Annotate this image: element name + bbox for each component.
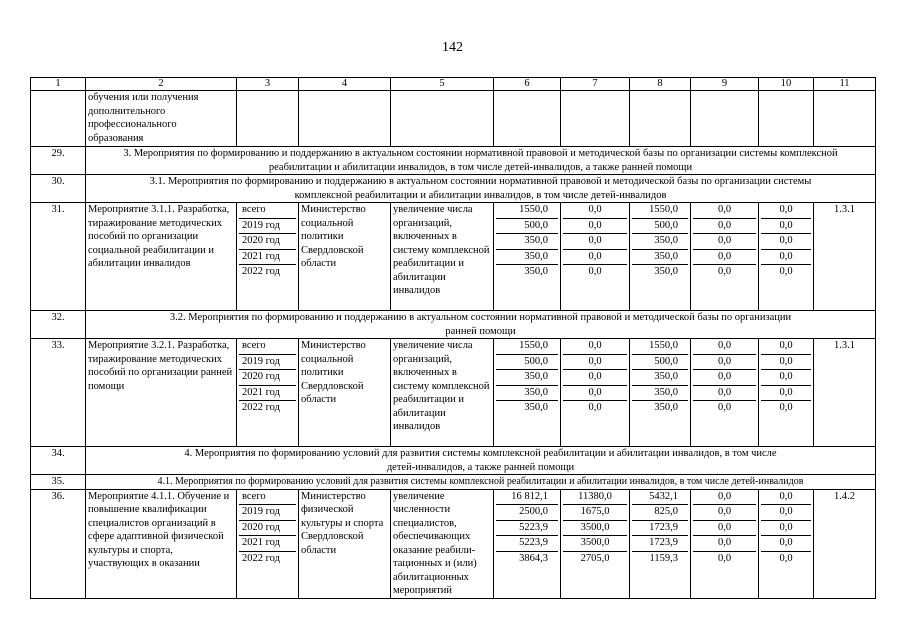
years-cell (237, 339, 299, 447)
section-row (31, 175, 876, 203)
amount-value: 350,0 (496, 250, 558, 266)
year-label: 2019 год (239, 505, 296, 521)
section-title: 4. Мероприятия по формированию условий для развития системы комплексной реабилитации и абилитации инвалидов, в том числе детей-инвалидов, а также ранней помощи (86, 447, 876, 475)
amount-value: 0,0 (761, 490, 811, 506)
amount-value: 3500,0 (563, 536, 627, 552)
amount-value: 1723,9 (632, 521, 688, 537)
amount-value: 1159,3 (649, 552, 678, 564)
amount-value: 0,0 (717, 552, 732, 564)
amount-value: 0,0 (563, 370, 627, 386)
section-row (31, 475, 876, 490)
header-row (31, 78, 876, 91)
amount-cell (494, 489, 561, 598)
measure-row (31, 339, 876, 447)
amount-value: 350,0 (654, 266, 678, 277)
amount-value: 0,0 (693, 234, 756, 250)
amount-cell (561, 339, 630, 447)
measure-row (31, 489, 876, 598)
amount-value: 0,0 (761, 536, 811, 552)
amount-value: 3500,0 (563, 521, 627, 537)
section-row (31, 447, 876, 475)
year-label: 2019 год (239, 355, 296, 371)
amount-cell (494, 203, 561, 311)
target-code: 1.4.2 (814, 489, 876, 598)
amount-value: 1550,0 (496, 203, 558, 219)
measure-name: обучения или получения дополнительного профессионального образования (86, 91, 237, 147)
amount-value: 350,0 (496, 234, 558, 250)
amount-value: 0,0 (693, 386, 756, 402)
amount-value: 350,0 (632, 386, 688, 402)
row-number: 36. (31, 489, 86, 598)
amount-cell (759, 203, 814, 311)
amount-value: 0,0 (693, 505, 756, 521)
amount-cell (494, 339, 561, 447)
amount-value: 1675,0 (563, 505, 627, 521)
year-label: 2021 год (239, 386, 296, 402)
program-table (30, 77, 876, 599)
amount-value: 0,0 (761, 386, 811, 402)
header-cell: 10 (759, 78, 814, 91)
amount-value: 0,0 (693, 355, 756, 371)
amount-value: 0,0 (563, 386, 627, 402)
year-label: 2020 год (239, 521, 296, 537)
amount-value: 0,0 (761, 370, 811, 386)
amount-value: 3864,3 (519, 552, 548, 564)
amount-value: 500,0 (632, 219, 688, 235)
amount-value: 350,0 (524, 266, 548, 277)
header-cell: 11 (814, 78, 876, 91)
year-label: 2019 год (239, 219, 296, 235)
amount-value: 1550,0 (496, 339, 558, 355)
amount-value: 0,0 (761, 203, 811, 219)
years-cell (237, 203, 299, 311)
amount-value: 350,0 (632, 234, 688, 250)
row-number: 34. (31, 447, 86, 475)
header-cell: 7 (561, 78, 630, 91)
year-label: 2022 год (242, 266, 280, 277)
year-label: 2021 год (239, 536, 296, 552)
header-cell: 4 (299, 78, 391, 91)
amount-value: 0,0 (761, 234, 811, 250)
amount-value: 1550,0 (632, 339, 688, 355)
year-label: 2022 год (242, 402, 280, 413)
executor: Министерство социальной политики Свердловской области (299, 339, 391, 447)
section-row (31, 311, 876, 339)
amount-value: 0,0 (693, 490, 756, 506)
amount-cell (630, 339, 691, 447)
amount-value: 500,0 (496, 219, 558, 235)
amount-value: 0,0 (588, 402, 602, 413)
year-label: 2020 год (239, 234, 296, 250)
amount-value: 0,0 (588, 266, 602, 277)
amount-cell (691, 339, 759, 447)
page-number: 142 (442, 40, 463, 55)
amount-value: 0,0 (563, 355, 627, 371)
indicator: увеличение числа организаций, включенных в систему комплексной реабилитации и абилитации инвалидов (391, 339, 494, 447)
amount-cell (691, 203, 759, 311)
header-cell: 5 (391, 78, 494, 91)
year-label: всего (239, 339, 296, 355)
amount-value: 0,0 (779, 552, 793, 564)
indicator: увеличение числа организаций, включенных в систему комплексной реабилитации и абилитации инвалидов (391, 203, 494, 311)
amount-value: 0,0 (761, 219, 811, 235)
header-cell: 2 (86, 78, 237, 91)
amount-value: 5223,9 (496, 521, 558, 537)
amount-value: 825,0 (632, 505, 688, 521)
header-cell: 8 (630, 78, 691, 91)
year-label: 2021 год (239, 250, 296, 266)
row-number: 32. (31, 311, 86, 339)
amount-value: 350,0 (654, 402, 678, 413)
amount-value: 0,0 (693, 521, 756, 537)
row-number: 31. (31, 203, 86, 311)
year-label: всего (239, 490, 296, 506)
section-title: 3.2. Мероприятия по формированию и поддержанию в актуальном состоянии нормативной правовой и методической базы по организации ранней помощи (86, 311, 876, 339)
amount-value: 350,0 (524, 402, 548, 413)
amount-cell (561, 489, 630, 598)
amount-value: 0,0 (717, 402, 732, 413)
years-cell (237, 489, 299, 598)
amount-value: 0,0 (779, 402, 793, 413)
indicator: увеличение численности специалистов, обеспечивающих оказание реабили-тационных и (или) абилитационных мероприятий (391, 489, 494, 598)
amount-value: 350,0 (632, 250, 688, 266)
amount-value: 0,0 (693, 536, 756, 552)
header-cell: 9 (691, 78, 759, 91)
executor: Министерство социальной политики Свердловской области (299, 203, 391, 311)
amount-value: 0,0 (779, 266, 793, 277)
section-title: 4.1. Мероприятия по формированию условий для развития системы комплексной реабилитации и абилитации инвалидов, в том числе детей-инвалидов (86, 475, 876, 490)
row-number: 35. (31, 475, 86, 490)
amount-value: 1550,0 (632, 203, 688, 219)
row-number: 33. (31, 339, 86, 447)
amount-value: 0,0 (563, 234, 627, 250)
amount-value: 2705,0 (580, 552, 610, 564)
amount-value: 0,0 (563, 203, 627, 219)
amount-value: 0,0 (693, 250, 756, 266)
amount-value: 0,0 (563, 219, 627, 235)
amount-value: 0,0 (693, 370, 756, 386)
section-title: 3.1. Мероприятия по формированию и поддержанию в актуальном состоянии нормативной правовой и методической базы по организации системы комплексной реабилитации и абилитации инвалидов, в том числе детей-инвалидов (86, 175, 876, 203)
amount-value: 0,0 (761, 355, 811, 371)
year-label: всего (239, 203, 296, 219)
amount-value: 0,0 (563, 250, 627, 266)
section-title: 3. Мероприятия по формированию и поддержанию в актуальном состоянии нормативной правовой и методической базы по организации системы комплексной реабилитации и абилитации инвалидов, в том числе детей-инвалидов, а также ранней помощи (86, 147, 876, 175)
amount-value: 0,0 (693, 203, 756, 219)
amount-value: 0,0 (693, 339, 756, 355)
amount-value: 16 812,1 (496, 490, 558, 506)
amount-value: 0,0 (717, 266, 732, 277)
year-label: 2020 год (239, 370, 296, 386)
header-cell: 3 (237, 78, 299, 91)
measure-row (31, 203, 876, 311)
amount-value: 0,0 (761, 505, 811, 521)
target-code: 1.3.1 (814, 203, 876, 311)
amount-value: 5223,9 (496, 536, 558, 552)
measure-name: Мероприятие 4.1.1. Обучение и повышение квалификации специалистов организаций в сфере адаптивной физической культуры и спорта, участвующих в оказании (86, 489, 237, 598)
section-row (31, 147, 876, 175)
header-cell: 6 (494, 78, 561, 91)
amount-value: 0,0 (693, 219, 756, 235)
executor: Министерство физической культуры и спорта Свердловской области (299, 489, 391, 598)
amount-cell (630, 203, 691, 311)
amount-value: 350,0 (632, 370, 688, 386)
target-code: 1.3.1 (814, 339, 876, 447)
amount-value: 11380,0 (563, 490, 627, 506)
row-number: 29. (31, 147, 86, 175)
amount-cell (561, 203, 630, 311)
amount-cell (630, 489, 691, 598)
amount-value: 0,0 (563, 339, 627, 355)
measure-name: Мероприятие 3.2.1. Разработка, тиражирование методических пособий по организации ранней помощи (86, 339, 237, 447)
amount-value: 350,0 (496, 370, 558, 386)
amount-value: 0,0 (761, 521, 811, 537)
row-number: 30. (31, 175, 86, 203)
amount-value: 1723,9 (632, 536, 688, 552)
amount-cell (691, 489, 759, 598)
amount-cell (759, 339, 814, 447)
amount-cell (759, 489, 814, 598)
amount-value: 500,0 (632, 355, 688, 371)
amount-value: 2500,0 (496, 505, 558, 521)
table-row (31, 91, 876, 147)
header-cell: 1 (31, 78, 86, 91)
amount-value: 350,0 (496, 386, 558, 402)
year-label: 2022 год (242, 552, 280, 564)
amount-value: 0,0 (761, 250, 811, 266)
amount-value: 500,0 (496, 355, 558, 371)
amount-value: 5432,1 (632, 490, 688, 506)
amount-value: 0,0 (761, 339, 811, 355)
measure-name: Мероприятие 3.1.1. Разработка, тиражирование методических пособий по организации социальной реабилитации и абилитации инвалидов (86, 203, 237, 311)
